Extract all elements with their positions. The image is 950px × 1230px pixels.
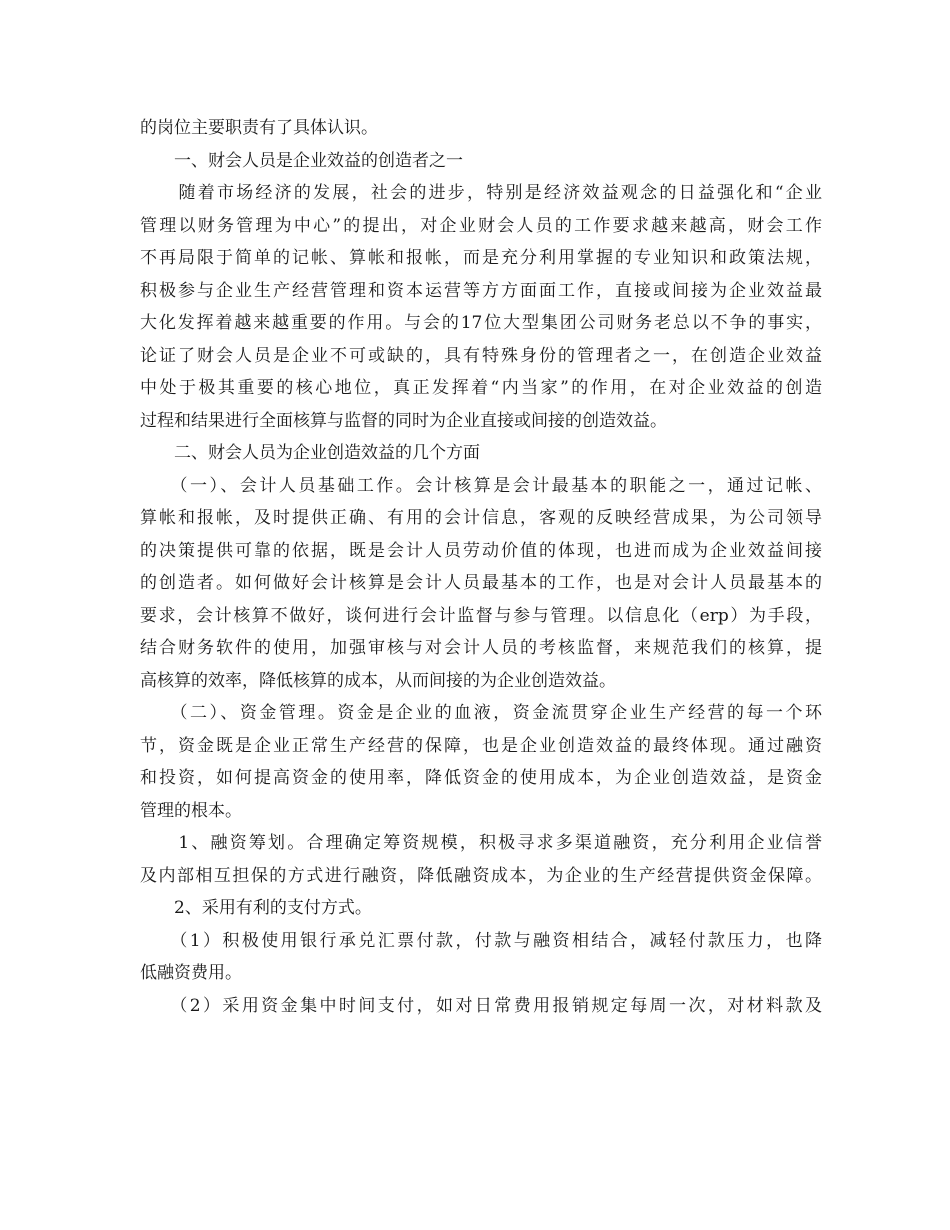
text-line: 要求，会计核算不做好，谈何进行会计监督与参与管理。以信息化（erp）为手段， (140, 605, 822, 626)
text-line: （2）采用资金集中时间支付，如对日常费用报销规定每周一次，对材料款及 (140, 995, 822, 1016)
text-line: 的决策提供可靠的依据，既是会计人员劳动价值的体现，也进而成为企业效益间接 (140, 540, 822, 561)
text-line: 结合财务软件的使用，加强审核与对会计人员的考核监督，来规范我们的核算，提 (140, 638, 822, 658)
text-line: 及内部相互担保的方式进行融资，降低融资成本，为企业的生产经营提供资金保障。 (140, 865, 822, 886)
text-line: 一、财会人员是企业效益的创造者之一 (140, 150, 463, 171)
text-line: 1、融资筹划。合理确定筹资规模，积极寻求多渠道融资，充分利用企业信誉 (140, 833, 822, 853)
text-line: 中处于极其重要的核心地位，真正发挥着“内当家”的作用，在对企业效益的创造 (140, 378, 822, 398)
text-line: 不再局限于简单的记帐、算帐和报帐，而是充分利用掌握的专业知识和政策法规， (140, 248, 822, 268)
text-line: 管理以财务管理为中心”的提出，对企业财会人员的工作要求越来越高，财会工作 (140, 215, 822, 236)
text-line: 论证了财会人员是企业不可或缺的，具有特殊身份的管理者之一，在创造企业效益 (140, 345, 822, 366)
text-line: 低融资费用。 (140, 963, 242, 983)
text-line: （1）积极使用银行承兑汇票付款，付款与融资相结合，减轻付款压力，也降 (140, 930, 822, 951)
document-page (140, 112, 822, 1022)
text-line: （一）、会计人员基础工作。会计核算是会计最基本的职能之一，通过记帐、 (140, 475, 822, 496)
text-line: 的岗位主要职责有了具体认识。 (140, 118, 378, 138)
text-line: 积极参与企业生产经营管理和资本运营等方方面面工作，直接或间接为企业效益最 (140, 280, 822, 301)
text-line: 算帐和报帐，及时提供正确、有用的会计信息，客观的反映经营成果，为公司领导 (140, 508, 822, 528)
text-line: 和投资，如何提高资金的使用率，降低资金的使用成本，为企业创造效益，是资金 (140, 768, 822, 788)
text-line: 二、财会人员为企业创造效益的几个方面 (140, 443, 480, 463)
text-line: 的创造者。如何做好会计核算是会计人员最基本的工作，也是对会计人员最基本的 (140, 573, 822, 593)
text-line: 节，资金既是企业正常生产经营的保障，也是企业创造效益的最终体现。通过融资 (140, 735, 822, 756)
text-line: 随着市场经济的发展，社会的进步，特别是经济效益观念的日益强化和“企业 (140, 183, 822, 203)
text-line: （二）、资金管理。资金是企业的血液，资金流贯穿企业生产经营的每一个环 (140, 703, 822, 723)
text-line: 过程和结果进行全面核算与监督的同时为企业直接或间接的创造效益。 (140, 410, 667, 431)
text-line: 2、采用有利的支付方式。 (140, 898, 372, 918)
text-line: 高核算的效率，降低核算的成本，从而间接的为企业创造效益。 (140, 670, 616, 691)
text-line: 管理的根本。 (140, 800, 242, 821)
text-line: 大化发挥着越来越重要的作用。与会的17位大型集团公司财务老总以不争的事实， (140, 313, 822, 333)
